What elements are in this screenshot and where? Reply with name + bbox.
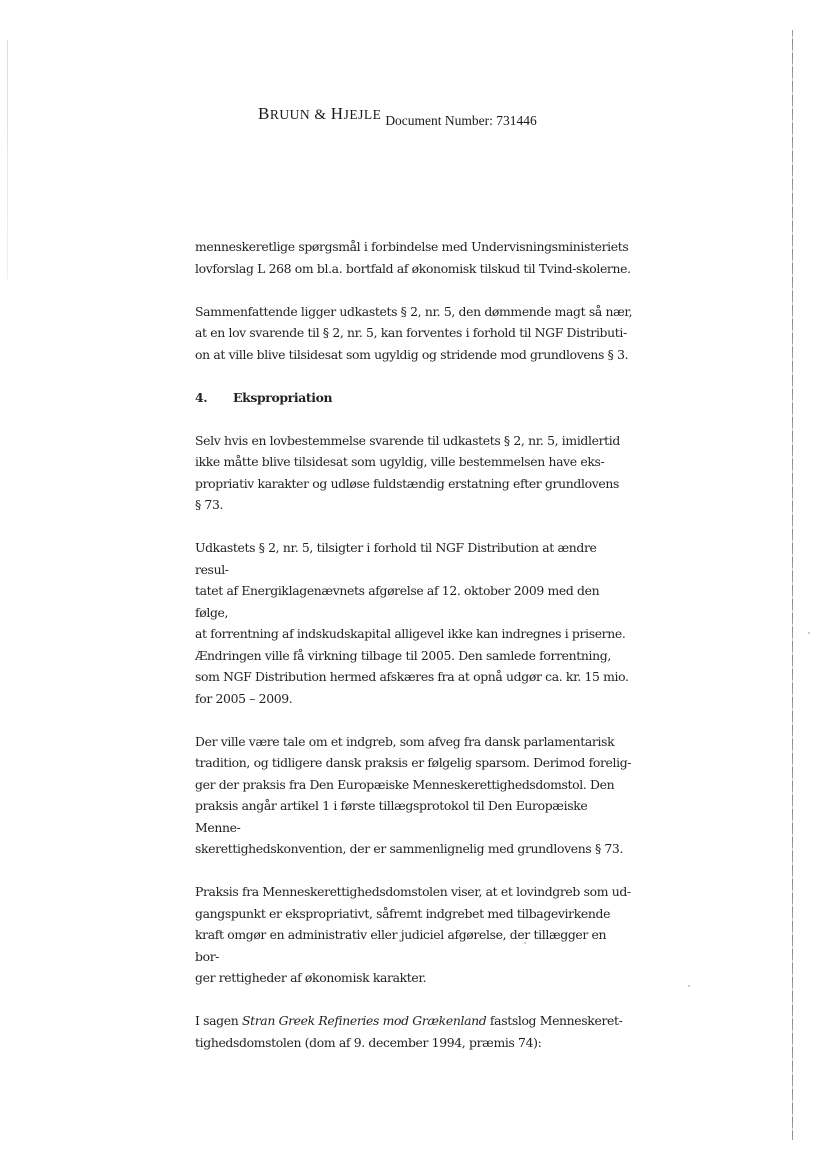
- p7-line-2: tighedsdomstolen (dom af 9. december 1994, præmis 74):: [195, 1034, 542, 1050]
- p2-line-2: at en lov svarende til § 2, nr. 5, kan forventes i forhold til NGF Distributi-: [195, 325, 627, 340]
- firm-name: [258, 104, 381, 123]
- p1-line-1: menneskeretlige spørgsmål i forbindelse med Undervisningsministeriets: [195, 239, 629, 254]
- p5-line-2: tradition, og tidligere dansk praksis er følgelig sparsom. Derimod forelig-: [195, 755, 632, 770]
- scan-edge-right: [792, 30, 793, 1140]
- p2-line-3: on at ville blive tilsidesat som ugyldig og stridende mod grundlovens § 3.: [195, 346, 629, 362]
- p4-line-1: Udkastets § 2, nr. 5, tilsigter i forhold til NGF Distribution at ændre resul-: [195, 540, 597, 577]
- section-number: 4.: [195, 389, 208, 405]
- p3-line-3: propriativ karakter og udløse fuldstændig erstatning efter grundlovens: [195, 475, 619, 491]
- p2-line-1: Sammenfattende ligger udkastets § 2, nr. 5, den dømmende magt så nær,: [195, 303, 633, 319]
- paragraph-4: [195, 537, 633, 709]
- scan-speck: [688, 985, 690, 987]
- p7-line-1-post: fastslog Menneskeret-: [486, 1013, 623, 1028]
- p6-line-4: ger rettigheder af økonomisk karakter.: [195, 970, 427, 985]
- p4-line-5: som NGF Distribution hermed afskæres fra at opnå udgør ca. kr. 15 mio.: [195, 669, 629, 684]
- p6-line-3: kraft omgør en administrativ eller judiciel afgørelse, der tillægger en bor-: [195, 927, 607, 964]
- section-heading: [195, 387, 633, 409]
- document-body: [195, 236, 633, 1075]
- scan-speck: [524, 942, 526, 944]
- paragraph-2: [195, 301, 633, 366]
- p4-line-3: at forrentning af indskudskapital alligevel ikke kan indregnes i priserne.: [195, 626, 626, 641]
- paragraph-1: [195, 236, 633, 279]
- scan-edge-left: [7, 40, 8, 280]
- letterhead: [258, 104, 537, 128]
- p3-line-4: § 73.: [195, 497, 224, 512]
- section-title: Ekspropriation: [233, 389, 333, 405]
- p7-line-1-pre: I sagen: [195, 1013, 242, 1028]
- firm-ampersand: &: [310, 107, 331, 123]
- p5-line-3: ger der praksis fra Den Europæiske Menneskerettighedsdomstol. Den: [195, 776, 615, 792]
- p4-line-4: Ændringen ville få virkning tilbage til 2005. Den samlede forrentning,: [195, 647, 611, 663]
- firm-first-initial: B: [258, 104, 270, 123]
- p5-line-1: Der ville være tale om et indgreb, som afveg fra dansk parlamentarisk: [195, 733, 615, 749]
- case-name: Stran Greek Refineries mod Grækenland: [241, 1013, 487, 1028]
- paragraph-3: [195, 430, 633, 516]
- p6-line-1: Praksis fra Menneskerettighedsdomstolen viser, at et lovindgreb som ud-: [195, 884, 631, 899]
- p3-line-2: ikke måtte blive tilsidesat som ugyldig, ville bestemmelsen have eks-: [195, 454, 605, 469]
- p5-line-4: praksis angår artikel 1 i første tillægsprotokol til Den Europæiske Menne-: [195, 798, 588, 835]
- paragraph-6: [195, 881, 633, 989]
- paragraph-5: [195, 731, 633, 860]
- p5-line-5: skerettighedskonvention, der er sammenlignelig med grundlovens § 73.: [195, 841, 624, 856]
- p1-line-2: lovforslag L 268 om bl.a. bortfald af økonomisk tilskud til Tvind-skolerne.: [195, 260, 631, 276]
- firm-second-rest: JEJLE: [343, 107, 382, 122]
- p4-line-2: tatet af Energiklagenævnets afgørelse af 12. oktober 2009 med den følge,: [195, 583, 600, 620]
- scan-speck: [808, 632, 810, 634]
- document-number: Document Number: 731446: [385, 113, 537, 128]
- p3-line-1: Selv hvis en lovbestemmelse svarende til udkastets § 2, nr. 5, imidlertid: [195, 432, 621, 448]
- p6-line-2: gangspunkt er ekspropriativt, såfremt indgrebet med tilbagevirkende: [195, 905, 611, 921]
- firm-second-initial: H: [330, 104, 344, 123]
- paragraph-7: [195, 1010, 633, 1053]
- p4-line-6: for 2005 – 2009.: [195, 690, 293, 706]
- firm-first-rest: RUUN: [269, 107, 311, 122]
